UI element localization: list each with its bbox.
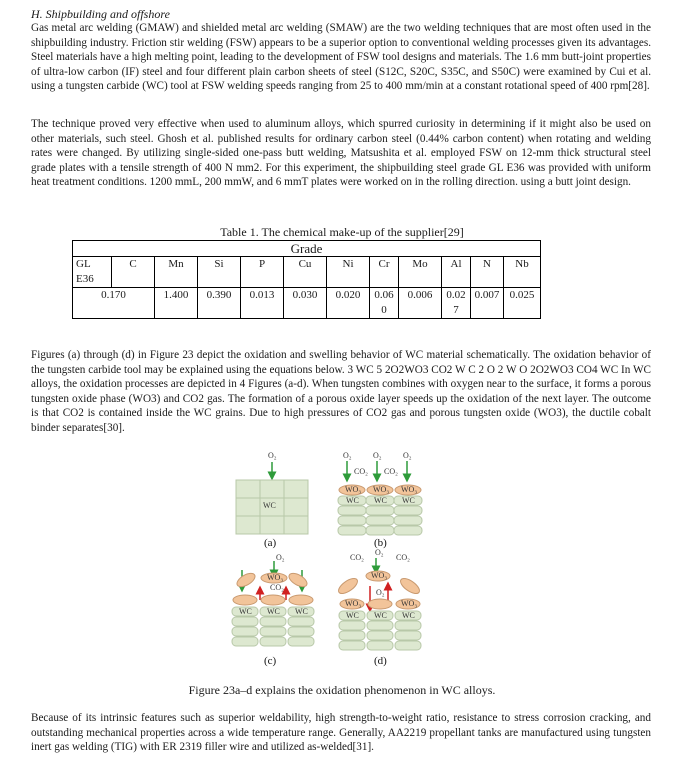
wo3-label: WO₃ xyxy=(345,599,362,608)
table-caption: Table 1. The chemical make-up of the supplier[29] xyxy=(220,225,464,239)
figure-caption: Figure 23a–d explains the oxidation phenomenon in WC alloys. xyxy=(188,683,496,697)
header-cell: Ni xyxy=(327,257,370,288)
value-cell: 0.06 0 xyxy=(370,288,399,319)
wc-label: WC xyxy=(402,611,415,620)
o2-label: O₂ xyxy=(276,553,285,562)
panel-label-c: (c) xyxy=(264,655,277,667)
header-cell: Mo xyxy=(399,257,442,288)
panel-a xyxy=(236,451,308,549)
header-cell: Mn xyxy=(155,257,198,288)
o2-label: O₂ xyxy=(376,588,385,597)
header-cell: C xyxy=(112,257,155,288)
wo3-label: WO₃ xyxy=(373,485,390,494)
section-heading: H. Shipbuilding and offshore xyxy=(31,7,170,21)
value-cell: 0.007 xyxy=(471,288,504,319)
value-row xyxy=(73,288,541,319)
value-cell: 0.013 xyxy=(241,288,284,319)
value-cell: 1.400 xyxy=(155,288,198,319)
paragraph-steel-fsw: The technique proved very effective when used to aluminum alloys, which spurred curiosity in determining if it might also be used on other materials, such steel. Ghosh et al. published results for ordinary carbon steel (0.44% carbon content) when rotating and welding rates were changed. By utilizing single-sided one-pass butt welding, Matsushita et al. employed FSW on 12-mm thick structural steel grade plates with a tensile strength of 400 N mm2. For this experiment, the shipbuilding steel grade GL E36 was provided with uniform heat treatment conditions. 1200 mmL, 200 mmW, and 6 mmT plates were worked on in the rolling direction. using a butt joint design. xyxy=(31,118,651,189)
value-cell: 0.030 xyxy=(284,288,327,319)
panel-label-d: (d) xyxy=(374,655,387,667)
o2-label: O₂ xyxy=(375,548,384,557)
value-cell: 0.170 xyxy=(73,288,155,319)
chemical-composition-table xyxy=(72,240,541,319)
wc-label: WC xyxy=(263,501,276,510)
value-cell: 0.006 xyxy=(399,288,442,319)
wc-label: WC xyxy=(374,496,387,505)
co2-label: CO₂ xyxy=(354,467,368,476)
wo3-label: WO₃ xyxy=(345,485,362,494)
header-cell: GL E36 xyxy=(73,257,112,288)
o2-label: O₂ xyxy=(373,451,382,460)
co2-label: CO₂ xyxy=(350,553,364,562)
wc-label: WC xyxy=(267,607,280,616)
wo3-label: WO₃ xyxy=(401,599,418,608)
paragraph-oxidation: Figures (a) through (d) in Figure 23 depict the oxidation and swelling behavior of WC material schematically. The oxidation behavior of the tungsten carbide tool may be explained using the equations below. 3 WC 5 2O2WO3 CO2 W C 2 O 2 W O 2O2WO3 CO4 WC In WC alloys, the oxidation processes are depicted in 4 Figures (a-d). When tungsten combines with oxygen near to the surface, it forms a porous tungsten oxide phase (WO3) and CO2 gas. The formation of a porous oxide layer speeds up the oxidation of the next layer. The outcome is that CO2 is contained inside the WC grains. Due to high pressures of CO2 gas and porous tungsten oxide (WO3), the ductile cobalt binder separates[30]. xyxy=(31,349,651,434)
panel-label-b: (b) xyxy=(374,537,387,549)
wc-label: WC xyxy=(239,607,252,616)
wc-label: WC xyxy=(374,611,387,620)
co2-label: CO₂ xyxy=(384,467,398,476)
value-cell: 0.025 xyxy=(504,288,541,319)
paragraph-shipbuilding-intro: Gas metal arc welding (GMAW) and shielded metal arc welding (SMAW) are the two welding techniques that are most often used in the shipbuilding industry. Friction stir welding (FSW) appears to be a superior option to conventional welding processes given its advantages. Steel materials have a high melting point, leading to the development of FSW tool designs and materials. The 1.6 mm butt-joint properties of ultra-low carbon (IF) steel and four different plain carbon sheets of steel (S12C, S20C, S35C, and S50C) were examined by Cui et al. using a tungsten carbide (WC) tool at FSW welding speeds ranging from 25 to 400 mm/min at a constant rotational speed of 400 rpm[28]. xyxy=(31,22,651,93)
panel-d xyxy=(336,548,422,667)
oxidation-figure xyxy=(230,448,460,678)
wc-label: WC xyxy=(346,496,359,505)
wc-label: WC xyxy=(295,607,308,616)
panel-c xyxy=(232,553,314,667)
paragraph-aa2219: Because of its intrinsic features such as superior weldability, high strength-to-weight ratio, resistance to stress corrosion cracking, and outstanding mechanical properties across a wide temperature range. Generally, AA2219 propellant tanks are manufactured using tungsten inert gas welding (TIG) with ER 2319 filler wire and utilized as-welded[31]. xyxy=(31,712,651,754)
grade-row xyxy=(73,241,541,257)
value-cell: 0.390 xyxy=(198,288,241,319)
wo3-label: WO₃ xyxy=(371,571,388,580)
header-cell: Cu xyxy=(284,257,327,288)
header-cell: Nb xyxy=(504,257,541,288)
value-cell: 0.020 xyxy=(327,288,370,319)
co2-label: CO₂ xyxy=(270,583,284,592)
element-header-row xyxy=(73,257,541,288)
header-cell: Al xyxy=(442,257,471,288)
panel-label-a: (a) xyxy=(264,537,277,549)
grade-header: Grade xyxy=(73,241,541,257)
o2-label: O₂ xyxy=(343,451,352,460)
header-cell: Si xyxy=(198,257,241,288)
panel-b xyxy=(338,451,422,549)
o2-label: O₂ xyxy=(268,451,277,460)
wc-label: WC xyxy=(346,611,359,620)
header-cell: Cr xyxy=(370,257,399,288)
value-cell: 0.02 7 xyxy=(442,288,471,319)
o2-label: O₂ xyxy=(403,451,412,460)
header-cell: N xyxy=(471,257,504,288)
wo3-label: WO₃ xyxy=(267,573,284,582)
wo3-label: WO₃ xyxy=(401,485,418,494)
header-cell: P xyxy=(241,257,284,288)
wc-label: WC xyxy=(402,496,415,505)
co2-label: CO₂ xyxy=(396,553,410,562)
